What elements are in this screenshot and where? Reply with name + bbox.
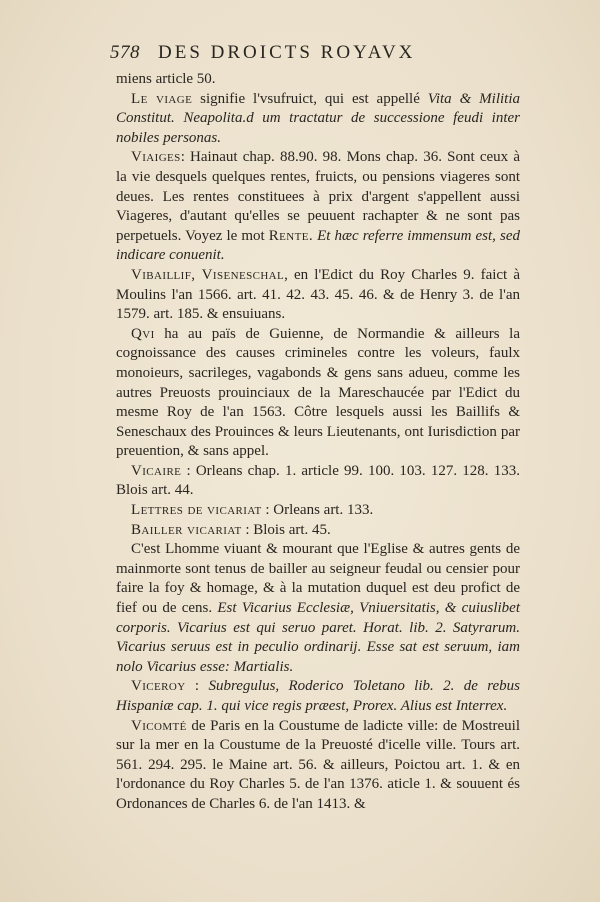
- entry-vicomte: Vicomté de Paris en la Coustume de ladicte ville: de Mostreuil sur la mer en la Coustume de la Preuosté d'icelle ville. Tours art. 561. 294. 295. le Maine art. 56. & ailleurs, Poictou art. 1. & en l'ordonance du Roy Charles 5. de l'an 1376. aticle 1. & souuent és Ordonances de Charles 6. de l'an 1413. &: [116, 717, 520, 812]
- entry-head: Bailler vicariat: [131, 521, 242, 538]
- running-title: DES DROICTS ROYAVX: [158, 42, 416, 63]
- running-head: [110, 42, 530, 68]
- entry-head: Lettres de vicariat: [131, 502, 262, 519]
- latin-citation: Subregulus, Roderico Toletano lib. 2. de rebus Hispaniæ cap. 1. qui vice regis præest, Prorex. Alius est Interrex.: [116, 678, 521, 714]
- entry-viaiges: Viaiges: Hainaut chap. 88.90. 98. Mons chap. 36. Sont ceux à la vie desquels quelques rentes, fruicts, ou pensions viageres sont deues. Les rentes constituees à prix d'argent s'appellent aussi Viageres, d'autant qu'elles se peuuent rachapter & ne sont pas perpetuels. Voyez le mot Rente. Et hæc referre immensum est, sed indicare conuenit.: [116, 149, 520, 264]
- page-text: [116, 70, 520, 815]
- entry-head: Vibaillif, Viseneschal: [131, 266, 285, 283]
- entry-bailler-vicariat: Bailler vicariat : Blois art. 45.: [131, 521, 331, 538]
- entry-head: Qvi: [131, 325, 155, 342]
- page-number: 578: [110, 42, 140, 63]
- entry-head: Vicomté: [131, 717, 187, 734]
- entry-head: Viceroy: [131, 678, 186, 695]
- latin-citation: Vita & Militia Constitut. Neapolita.d um tractatur de successione feudi inter nobiles personas.: [116, 90, 520, 146]
- entry-qui-ha: Qvi ha au païs de Guienne, de Normandie & ailleurs la cognoissance des causes crimineles contre les voleurs, faulx monoieurs, sacrileges, vagabonds & gens sans adueu, comme les autres Preuosts prouinciaux de la Mareschaucée par l'Edict du mesme Roy de l'an 1563. Côtre lesquels aussi les Baillifs & Seneschaux des Prouinces & leurs Lieutenants, ont Iurisdiction par preuention, & sans appel.: [116, 325, 520, 460]
- entry-continuation: miens article 50.: [116, 71, 216, 87]
- entry-head: Viaiges: [131, 149, 181, 166]
- latin-citation: Et hæc referre immensum est, sed indicare conuenit.: [116, 227, 520, 264]
- entry-lettres-de-vicariat: Lettres de vicariat : Orleans art. 133.: [131, 502, 374, 519]
- cross-reference: Rente.: [268, 227, 314, 244]
- entry-head: Vicaire: [131, 462, 182, 479]
- entry-homme-viuant: C'est Lhomme viuant & mourant que l'Eglise & autres gents de mainmorte sont tenus de bailler au seigneur feudal ou censier pour faire la foy & homage, & à la mutation duquel est deu profict de fief ou de cens. Est Vicarius Ecclesiæ, Vniuersitatis, & cuiuslibet corporis. Vicarius est qui seruo paret. Horat. lib. 2. Satyrarum. Vicarius seruus est in peculio ordinarij. Esse sat est seruum, iam nolo Vicarius esse: Martialis.: [116, 541, 520, 675]
- entry-vibaillif: Vibaillif, Viseneschal, en l'Edict du Roy Charles 9. faict à Moulins l'an 1566. art. 41. 42. 43. 45. 46. & de Henry 3. de l'an 1579. art. 185. & ensuiuans.: [116, 266, 521, 323]
- entry-viage: Le viage signifie l'vsufruict, qui est appellé Vita & Militia Constitut. Neapolita.d um tractatur de successione feudi inter nobiles personas.: [116, 90, 520, 146]
- entry-vicaire: Vicaire : Orleans chap. 1. article 99. 100. 103. 127. 128. 133. Blois art. 44.: [116, 462, 520, 499]
- entry-head: Le viage: [131, 90, 193, 107]
- latin-citation: Est Vicarius Ecclesiæ, Vniuersitatis, & cuiuslibet corporis. Vicarius est qui seruo paret. Horat. lib. 2. Satyrarum. Vicarius seruus est in peculio ordinarij. Esse sat est seruum, iam nolo Vicarius esse: Martialis.: [116, 600, 520, 675]
- entry-viceroy: Viceroy : Subregulus, Roderico Toletano lib. 2. de rebus Hispaniæ cap. 1. qui vice regis præest, Prorex. Alius est Interrex.: [116, 678, 521, 714]
